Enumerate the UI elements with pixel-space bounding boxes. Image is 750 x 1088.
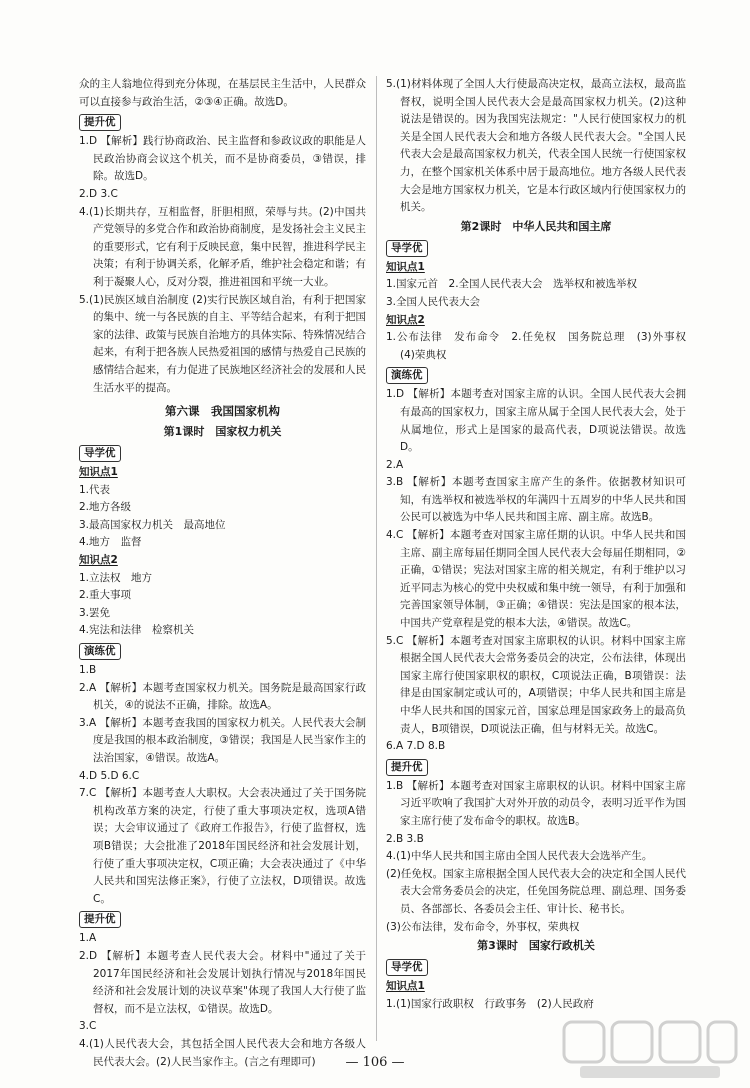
answer-item: 4.C 【解析】本题考查对国家主席任期的认识。中华人民共和国主席、副主席每届任期同全国人民代表大会每届任期相同，②正确，①错误；宪法对国家主席的相关规定，有利于维护以习近平同志为核心的党中央权威和集中统一领导，有利于加强和完善国家领导体制，③正确；④错误：宪法是国家的根本法，中国共产党章程是党的根本大法，④错误。故选C。 bbox=[386, 529, 686, 630]
knowledge-point-heading: 知识点1 bbox=[386, 980, 425, 993]
right-column bbox=[386, 76, 697, 1013]
answer-item: 1.D 【解析】本题考查对国家主席的认识。全国人民代表大会拥有最高的国家权力，国家主席从属于全国人民代表大会，处于从属地位，形式上是国家的最高代表，D项说法错误。故选D。 bbox=[386, 388, 686, 454]
answer-item: 2.地方各级 bbox=[79, 501, 132, 514]
watermark-logo bbox=[560, 1016, 740, 1082]
chapter-title: 第六课 我国国家机构 bbox=[165, 404, 280, 419]
answer-item: 5.(1)民族区域自治制度 (2)实行民族区域自治，有利于把国家的集中、统一与各民族的自主、平等结合起来，有利于把国家的法律、政策与民族自治地方的具体实际、特殊情况结合起来，有利于把各族人民热爱祖国的感情与热爱自己民族的感情结合起来，有力促进了民族地区经济社会的发展和人民生活水平的提高。 bbox=[79, 293, 366, 394]
lesson-title: 第1课时 国家权力机关 bbox=[163, 425, 282, 439]
answer-item: 2.A 【解析】本题考查国家权力机关。国务院是最高国家行政机关，④的说法不正确，排除。故选A。 bbox=[79, 681, 366, 712]
section-tag-yanlian: 演练优 bbox=[386, 367, 428, 384]
answer-item: 3.C bbox=[79, 1020, 97, 1033]
section-tag-daoxue: 导学优 bbox=[386, 959, 428, 976]
section-tag-tisheng: 提升优 bbox=[79, 114, 121, 131]
answer-item: 5.(1)材料体现了全国人大行使最高决定权，最高立法权，最高监督权，说明全国人民代表大会是最高国家权力机关。(2)这种说法是错误的。因为我国宪法规定："人民行使国家权力的机关是全国人民代表大会和地方各级人民代表大会。"全国人民代表大会是最高国家权力机关，代表全国人民统一行使国家权力，在整个国家机关体系中居于最高地位。地方各级人民代表大会是地方国家权力机关，它是本行政区域内行使国家权力的机关。 bbox=[386, 78, 686, 214]
answer-item: 3.B 【解析】本题考查国家主席产生的条件。依据教材知识可知，有选举权和被选举权的年满四十五周岁的中华人民共和国公民可以被选为中华人民共和国主席、副主席。故选B。 bbox=[386, 476, 686, 524]
left-column bbox=[79, 76, 366, 1071]
knowledge-point-heading: 知识点1 bbox=[79, 466, 118, 479]
answer-item: 4.(1)人民代表大会，其包括全国人民代表大会和地方各级人民代表大会。(2)人民当家作主。(言之有理即可) bbox=[79, 1037, 366, 1068]
answer-item: 1.B 【解析】本题考查对国家主席职权的认识。材料中国家主席习近平吹响了我国扩大对外开放的动员令，表明习近平作为国家主席行使了发布命令的职权。故选B。 bbox=[386, 779, 686, 827]
answer-item: 4.D 5.D 6.C bbox=[79, 769, 140, 782]
answer-item: 5.C 【解析】本题考查对国家主席职权的认识。材料中国家主席根据全国人民代表大会常务委员会的决定，公布法律，体现出国家主席行使国家职权的职权，C项说法正确，B项错误：法律是由国家制定或认可的，A项错误；中华人民共和国主席是中华人民共和国的国家元首，国家总理是国家政务上的最高负责人，B项错误，D项说法正确，但与材料无关。故选C。 bbox=[386, 634, 686, 735]
answer-item: 1.立法权 地方 bbox=[79, 571, 153, 584]
answer-item: 1.A bbox=[79, 932, 97, 945]
answer-item: 3.最高国家权力机关 最高地位 bbox=[79, 518, 226, 531]
knowledge-point-heading: 知识点2 bbox=[386, 313, 425, 326]
knowledge-point-heading: 知识点1 bbox=[386, 260, 425, 273]
answer-item: 3.罢免 bbox=[79, 606, 111, 619]
answer-item: 1.D 【解析】践行协商政治、民主监督和参政议政的职能是人民政治协商会议这个机关，而不是协商委员，③错误，排除。故选D。 bbox=[79, 135, 366, 183]
answer-item: 2.B 3.B bbox=[386, 832, 424, 845]
lesson-title: 第3课时 国家行政机关 bbox=[477, 939, 595, 953]
section-tag-yanlian: 演练优 bbox=[79, 643, 121, 660]
section-tag-daoxue: 导学优 bbox=[386, 240, 428, 257]
answer-item: 2.A bbox=[386, 458, 404, 471]
knowledge-point-heading: 知识点2 bbox=[79, 554, 118, 567]
answer-item: 1.国家元首 2.全国人民代表大会 选举权和被选举权 bbox=[386, 278, 638, 291]
answer-item: (2)任免权。国家主席根据全国人民代表大会的决定和全国人民代表大会常务委员会的决定，任免国务院总理、副总理、国务委员、各部部长、各委员会主任、审计长、秘书长。 bbox=[386, 867, 686, 915]
answer-item: 2.D 【解析】本题考查人民代表大会。材料中"通过了关于2017年国民经济和社会发展计划执行情况与2018年国民经济和社会发展计划的决议草案"体现了我国人大行使了监督权，而不是立法权，①错误。故选D。 bbox=[79, 949, 366, 1015]
answer-item: 1.B bbox=[79, 664, 97, 677]
answer-item: 3.A 【解析】本题考查我国的国家权力机关。人民代表大会制度是我国的根本政治制度，③错误；我国是人民当家作主的法治国家，④错误。故选A。 bbox=[79, 716, 366, 764]
section-tag-daoxue: 导学优 bbox=[79, 445, 121, 462]
answer-item: 2.D 3.C bbox=[79, 187, 118, 200]
page-number: — 106 — bbox=[345, 1055, 405, 1070]
section-tag-tisheng: 提升优 bbox=[79, 911, 121, 928]
answer-item: 4.地方 监督 bbox=[79, 536, 142, 549]
answer-item: 3.全国人民代表大会 bbox=[386, 295, 481, 308]
answer-item: 1.(1)国家行政职权 行政事务 (2)人民政府 bbox=[386, 997, 594, 1010]
answer-item: 4.(1)中华人民共和国主席由全国人民代表大会选举产生。 bbox=[386, 850, 653, 863]
lesson-title: 第2课时 中华人民共和国主席 bbox=[460, 219, 612, 233]
answer-item: 7.C 【解析】本题考查人大职权。大会表决通过了关于国务院机构改革方案的决定，行使了重大事项决定权，选项A错误；大会审议通过了《政府工作报告》，行使了监督权，选项B错误；大会批准了2018年国民经济和社会发展计划，行使了重大事项决定权，C项正确；大会表决通过了《中华人民共和国宪法修正案》，行使了立法权，D项错误。故选C。 bbox=[79, 787, 366, 905]
answer-item: 4.(1)长期共存，互相监督，肝胆相照，荣辱与共。(2)中国共产党领导的多党合作和政治协商制度，是发扬社会主义民主的重要形式，它有利于反映民意，集中民智，推进科学民主决策；有利于协调关系，化解矛盾，维护社会稳定和谐；有利于凝聚人心，反对分裂，推进祖国和平统一大业。 bbox=[79, 205, 366, 288]
answer-item: 2.重大事项 bbox=[79, 589, 132, 602]
answer-item: 1.公布法律 发布命令 2.任免权 国务院总理 (3)外事权 (4)荣典权 bbox=[386, 331, 697, 361]
section-tag-tisheng: 提升优 bbox=[386, 759, 428, 776]
answer-item: (3)公布法律，发布命令，外事权，荣典权 bbox=[386, 920, 580, 933]
answer-item: 4.宪法和法律 检察机关 bbox=[79, 624, 195, 637]
column-divider bbox=[376, 76, 377, 1041]
answer-item: 1.代表 bbox=[79, 483, 111, 496]
answer-item: 6.A 7.D 8.B bbox=[386, 740, 446, 753]
answer-paragraph: 众的主人翁地位得到充分体现，在基层民主生活中，人民群众可以直接参与政治生活，②③④正确。故选D。 bbox=[79, 78, 366, 108]
